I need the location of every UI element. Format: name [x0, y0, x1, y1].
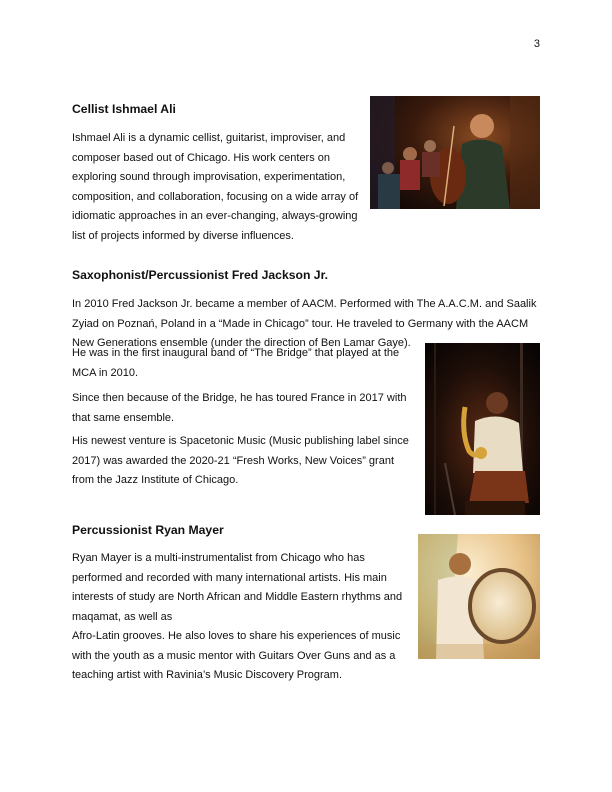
- bio-ishmael-ali: Ishmael Ali is a dynamic cellist, guitarist, improviser, and composer based out of Chicago. His work centers on exploring sound through improvisation, experimentation, composition, and collaboration, focusing on a wide array of idiomatic approaches in an ever-changing, always-growing list of projects informed by diverse influences.: [72, 132, 359, 242]
- bio-ryan-mayer-outreach: Afro-Latin grooves. He also loves to share his experiences of music with the youth as a music mentor with Guitars Over Guns and as a teaching artist with Ravinia’s Music Discovery Program.: [72, 630, 401, 681]
- section-heading-ishmael-ali: Cellist Ishmael Ali: [72, 102, 176, 116]
- page-number: 3: [533, 38, 540, 50]
- bio-fred-jackson-spacetonic: His newest venture is Spacetonic Music (Music publishing label since 2017) was awarded the 2020-21 “Fresh Works, New Voices” grant from the Jazz Institute of Chicago.: [72, 435, 409, 486]
- bio-fred-jackson-bridge: He was in the first inaugural band of “The Bridge” that played at the MCA in 2010.: [72, 347, 400, 379]
- saxophonist-performing-photo: [425, 343, 540, 515]
- percussionist-frame-drum-photo: [418, 534, 540, 659]
- bio-fred-jackson-france: Since then because of the Bridge, he has toured France in 2017 with that same ensemble.: [72, 392, 407, 424]
- bio-fred-jackson-intro: In 2010 Fred Jackson Jr. became a member of AACM. Performed with The A.A.C.M. and Saalik Zyiad on Poznań, Poland in a “Made in Chicago” tour. He traveled to Germany with the AACM New Generations ensemble (under the direction of Ben Lamar Gaye).: [72, 298, 537, 349]
- section-heading-ryan-mayer: Percussionist Ryan Mayer: [72, 523, 224, 537]
- section-heading-fred-jackson: Saxophonist/Percussionist Fred Jackson Jr.: [72, 268, 329, 282]
- bio-ryan-mayer-intro: Ryan Mayer is a multi-instrumentalist from Chicago who has performed and recorded with many international artists. His main interests of study are North African and Middle Eastern rhythms and maqamat, as well as: [72, 552, 403, 623]
- cellist-performing-photo: [370, 96, 540, 209]
